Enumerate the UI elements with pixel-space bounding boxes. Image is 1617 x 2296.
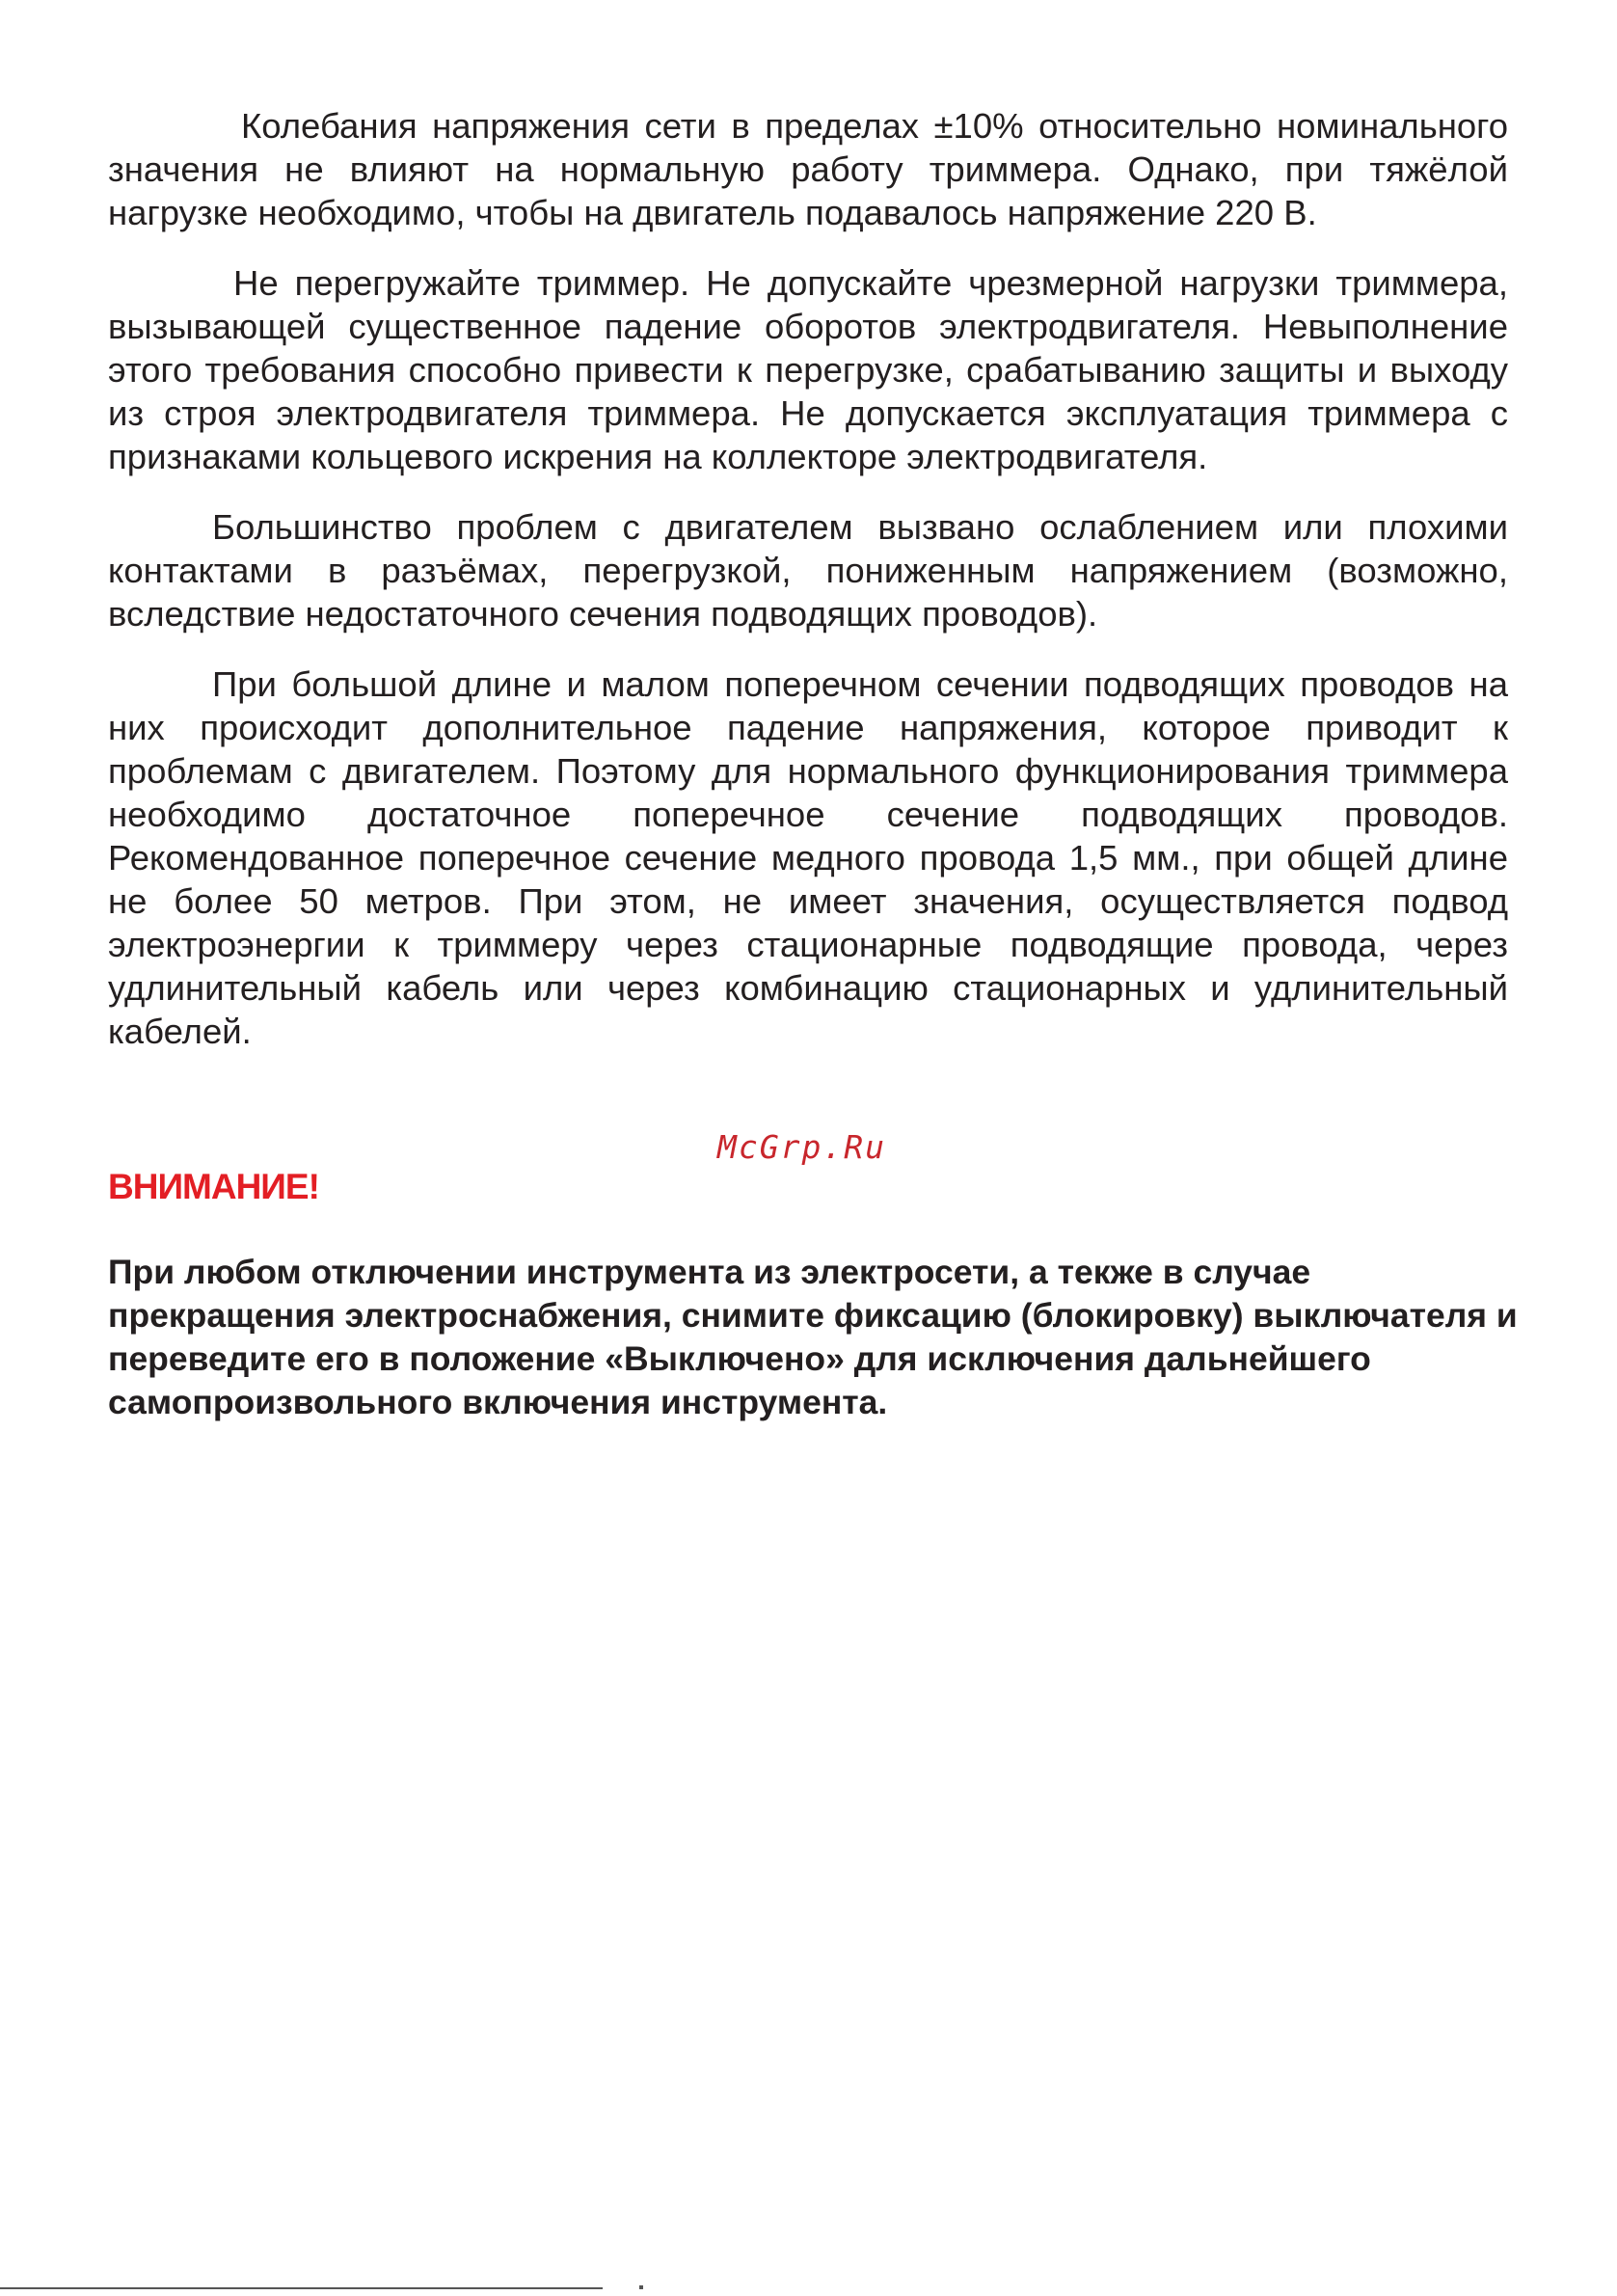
document-body: [108, 104, 1508, 1080]
paragraph-overload-warning: Не перегружайте триммер. Не допускайте чрезмерной нагрузки триммера, вызывающей существенное падение оборотов электродвигателя. Невыполнение этого требования способно привести к перегрузке, срабатыванию защиты и выходу из строя электродвигателя триммера. Не допускается эксплуатация триммера с признаками кольцевого искрения на коллекторе электродвигателя.: [108, 263, 1508, 476]
paragraph-motor-problems: Большинство проблем с двигателем вызвано ослаблением или плохими контактами в разъёмах, перегрузкой, пониженным напряжением (возможно, вследствие недостаточного сечения подводящих проводов).: [108, 507, 1508, 634]
watermark-text: McGrp.Ru: [717, 1128, 886, 1166]
footer-divider: [0, 2287, 603, 2289]
paragraph-voltage-fluctuation: Колебания напряжения сети в пределах ±10% относительно номинального значения не влияют на нормальную работу триммера. Однако, при тяжёлой нагрузке необходимо, чтобы на двигатель подавалось напряжение 220 В.: [108, 106, 1508, 232]
attention-heading: ВНИМАНИЕ!: [108, 1167, 319, 1206]
paragraph-wire-cross-section: При большой длине и малом поперечном сечении подводящих проводов на них происходит дополнительное падение напряжения, которое приводит к проблемам с двигателем. Поэтому для нормального функционирования триммера необходимо достаточное поперечное сечение подводящих проводов. Рекомендованное поперечное сечение медного провода 1,5 мм., при общей длине не более 50 метров. При этом, не имеет значения, осуществляется подвод электроэнергии к триммеру через стационарные подводящие провода, через удлинительный кабель или через комбинацию стационарных и удлинительный кабелей.: [108, 664, 1508, 1051]
warning-text: При любом отключении инструмента из электросети, а текже в случае прекращения электроснабжения, снимите фиксацию (блокировку) выключателя и переведите его в положение «Выключено» для исключения дальнейшего самопроизвольного включения инструмента.: [108, 1253, 1518, 1421]
footer-mark: [639, 2285, 643, 2289]
